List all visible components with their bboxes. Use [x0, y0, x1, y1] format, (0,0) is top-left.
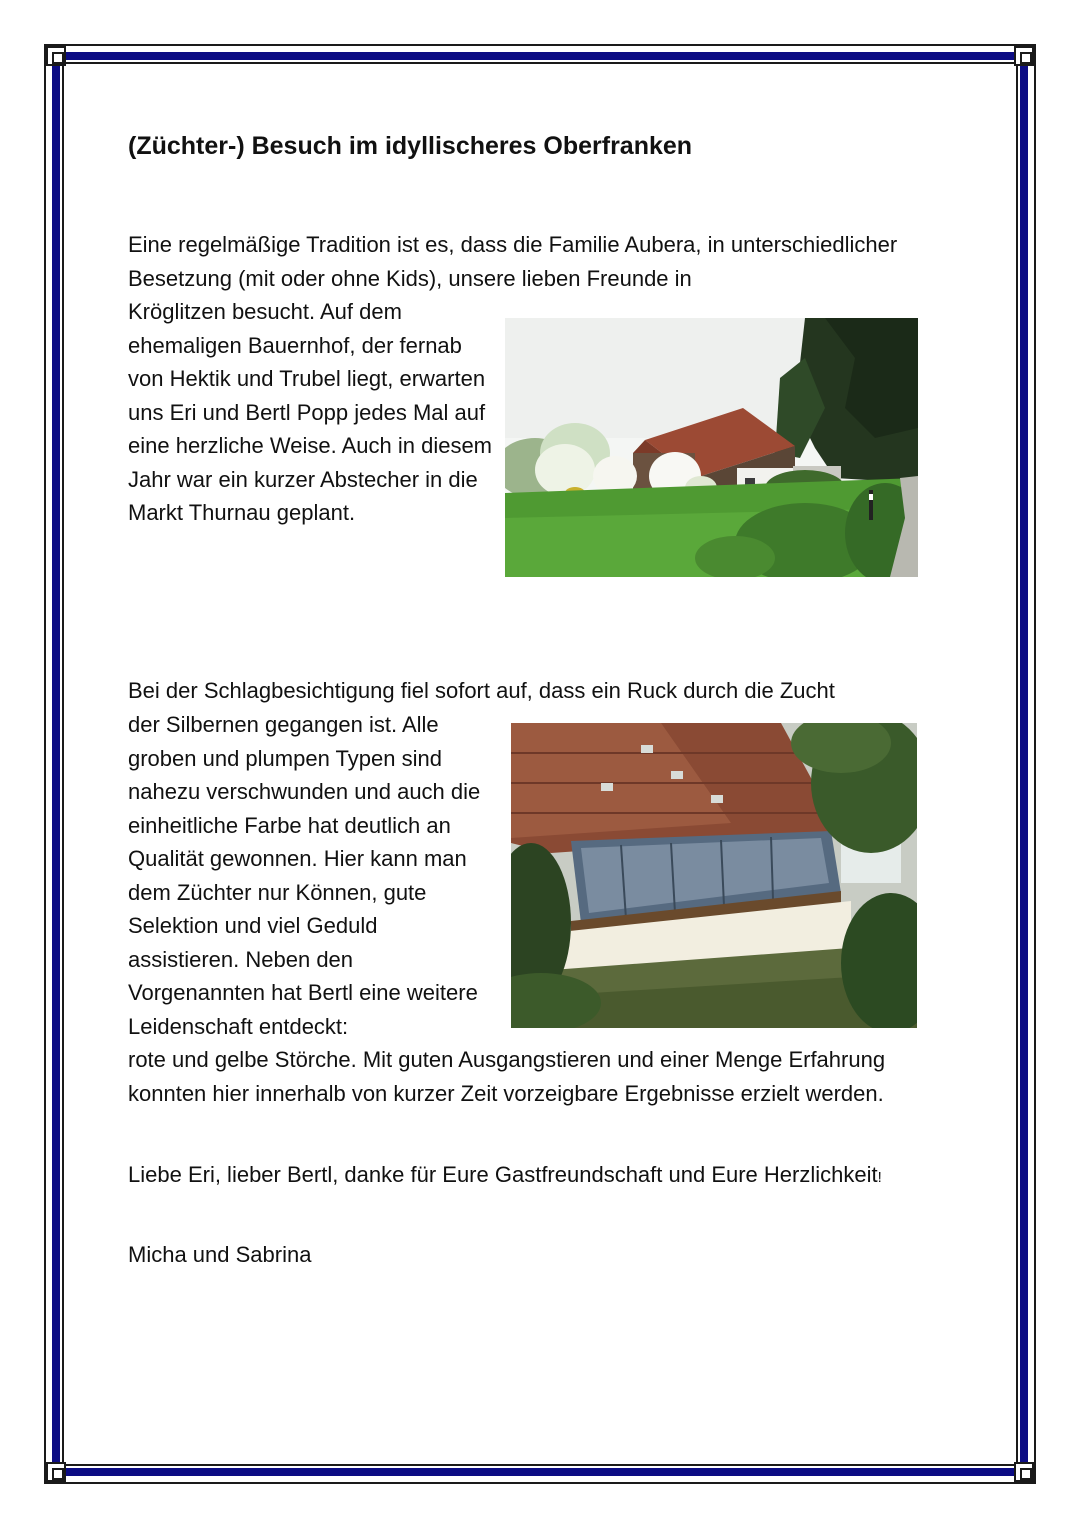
exclamation-mark: !	[877, 1169, 882, 1186]
signature: Micha und Sabrina	[128, 1242, 312, 1267]
paragraph-2-body: der Silbernen gegangen ist. Alle groben und plumpen Typen sind nahezu verschwunden und auch die einheitliche Farbe hat deutlich an Qualität gewonnen. Hier kann man dem Züchter nur Können, gute Selektion und viel Geduld assistieren. Neben den Vorgenannten hat Bertl eine weitere Leidenschaft entdeckt:	[128, 712, 481, 1039]
border-corner-ornament	[46, 1462, 66, 1482]
paragraph-2-intro: Bei der Schlagbesichtigung fiel sofort auf, dass ein Ruck durch die Zucht	[128, 678, 835, 703]
paragraph-2-end: rote und gelbe Störche. Mit guten Ausgangstieren und einer Menge Erfahrung konnten hier innerhalb von kurzer Zeit vorzeigbare Ergebnisse erzielt werden.	[128, 1047, 886, 1106]
thanks-text: Liebe Eri, lieber Bertl, danke für Eure Gastfreundschaft und Eure Herzlichkeit	[128, 1162, 878, 1187]
paragraph-1-intro: Eine regelmäßige Tradition ist es, dass die Familie Aubera, in unterschiedlicher Besetzung (mit oder ohne Kids), unsere lieben Freunde in	[128, 232, 898, 291]
farmhouse-photo	[505, 318, 918, 577]
paragraph-3-thanks	[128, 1158, 958, 1195]
border-corner-ornament	[46, 46, 66, 66]
border-corner-ornament	[1014, 46, 1034, 66]
pigeon-loft-photo	[511, 723, 917, 1028]
paragraph-1-body: Kröglitzen besucht. Auf dem ehemaligen Bauernhof, der fernab von Hektik und Trubel liegt, erwarten uns Eri und Bertl Popp jedes Mal auf eine herzliche Weise. Auch in diesem Jahr war ein kurzer Abstecher in die Markt Thurnau geplant.	[128, 299, 493, 525]
border-corner-ornament	[1014, 1462, 1034, 1482]
article-title: (Züchter-) Besuch im idyllischeres Oberfranken	[128, 132, 693, 160]
